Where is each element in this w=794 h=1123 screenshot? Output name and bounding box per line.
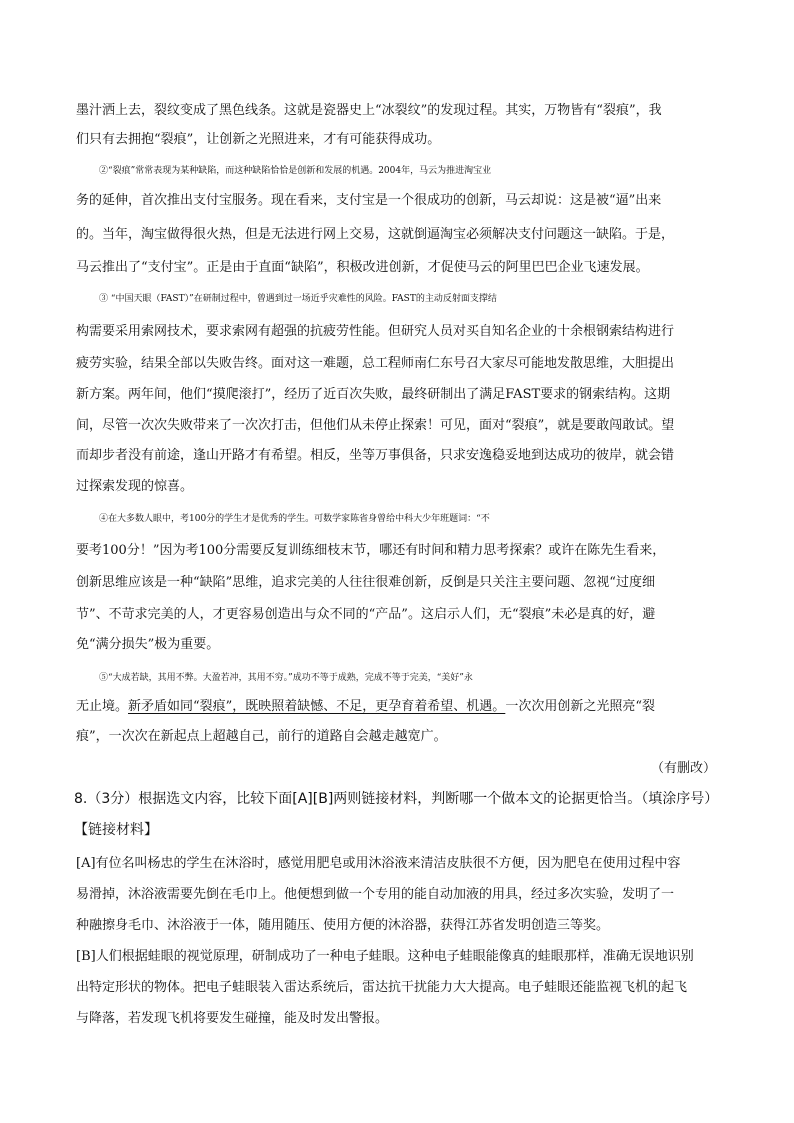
paragraph-1-line-2: 们只有去拥抱“裂痕”，让创新之光照进来，才有可能获得成功。: [76, 132, 441, 147]
paragraph-5-line-3: 痕”，一次次在新起点上超越自己，前行的道路自会越走越宽广。: [76, 729, 447, 744]
paragraph-5-line-2-head: 无止境。: [76, 699, 129, 714]
paragraph-5-line-1: ⑤“大成若缺，其用不弊。大盈若冲，其用不穷。”成功不等于成熟，完成不等于完美，“美好”永: [99, 673, 473, 683]
material-a-line-3: 种融擦身毛巾、沐浴液于一体，随用随压、使用方便的沐浴器，获得江苏省发明创造三等奖。: [76, 918, 610, 933]
paragraph-2-line-1: ②“裂痕”常常表现为某种缺陷，而这种缺陷恰恰是创新和发展的机遇。2004年，马云为推进淘宝业: [99, 166, 492, 176]
paragraph-3-line-1: ③ “中国天眼（FAST）”在研制过程中，曾遇到过一场近乎灾难性的风险。FAST的主动反射面支撑结: [99, 294, 497, 304]
material-b-line-1: [B]人们根据蛙眼的视觉原理，研制成功了一种电子蛙眼。这种电子蛙眼能像真的蛙眼那样，准确无误地识别: [76, 949, 694, 964]
paragraph-2-line-4: 马云推出了“支付宝”。正是由于直面“缺陷”，积极改进创新，才促使马云的阿里巴巴企业飞速发展。: [76, 260, 649, 275]
paragraph-3-line-4: 新方案。两年间，他们“摸爬滚打”，经历了近百次失败，最终研制出了满足FAST要求的钢索结构。这期: [76, 387, 671, 402]
source-note: （有删改）: [650, 761, 716, 776]
link-material-heading: 【链接材料】: [74, 822, 158, 838]
paragraph-2-line-2: 务的延伸，首次推出支付宝服务。现在看来，支付宝是一个很成功的创新，马云却说：这是被“逼”出来: [76, 193, 662, 208]
paragraph-4-line-1: ④在大多数人眼中，考100分的学生才是优秀的学生。可数学家陈省身曾给中科大少年班题词：“不: [99, 514, 490, 524]
paragraph-1-line-1: 墨汁洒上去，裂纹变成了黑色线条。这就是瓷器史上“冰裂纹”的发现过程。其实，万物皆有“裂痕”，我: [76, 103, 662, 118]
paragraph-3-line-6: 而却步者没有前途，逢山开路才有希望。相反，坐等万事俱备，只求安逸稳妥地到达成功的彼岸，就会错: [76, 448, 675, 463]
paragraph-3-line-5: 间，尽管一次次失败带来了一次次打击，但他们从未停止探索！可见，面对“裂痕”，就是要敢闯敢试。望: [76, 418, 675, 433]
material-b-line-3: 与降落，若发现飞机将要发生碰撞，能及时发出警报。: [76, 1011, 389, 1026]
paragraph-3-line-3: 疲劳实验，结果全部以失败告终。面对这一难题，总工程师南仁东号召大家尽可能地发散思维，大胆提出: [76, 356, 675, 371]
material-a-line-1: [A]有位名叫杨忠的学生在沐浴时，感觉用肥皂或用沐浴液来清洁皮肤很不方便，因为肥皂在使用过程中容: [76, 856, 681, 871]
paragraph-3-line-2: 构需要采用索网技术，要求索网有超强的抗疲劳性能。但研究人员对买自知名企业的十余根钢索结构进行: [76, 324, 675, 339]
question-stem: 8.（3分）根据选文内容，比较下面[A][B]两则链接材料，判断哪一个做本文的论据更恰当。（填涂序号）: [74, 791, 719, 807]
paragraph-5-line-2: [76, 692, 718, 721]
paragraph-4-line-5: 免“满分损失”极为重要。: [76, 637, 220, 652]
paragraph-4-line-4: 节”、不苛求完美的人，才更容易创造出与众不同的“产品”。这启示人们，无“裂痕”未必是真的好，避: [76, 607, 656, 622]
paragraph-4-line-2: 要考100分！”因为考100分需要反复训练细枝末节，哪还有时间和精力思考探索？或许在陈先生看来，: [76, 543, 666, 558]
paragraph-2-line-3: 的。当年，淘宝做得很火热，但是无法进行网上交易，这就倒逼淘宝必须解决支付问题这一缺陷。于是，: [76, 227, 675, 242]
paragraph-3-line-7: 过探索发现的惊喜。: [76, 479, 194, 494]
paragraph-5-line-2-tail: 一次次用创新之光照亮“裂: [505, 699, 655, 714]
material-b-line-2: 出特定形状的物体。把电子蛙眼装入雷达系统后，雷达抗干扰能力大大提高。电子蛙眼还能监视飞机的起飞: [76, 980, 688, 995]
underlined-sentence: 新矛盾如同“裂痕”，既映照着缺憾、不足，更孕育着希望、机遇。: [128, 699, 506, 714]
paragraph-4-line-3: 创新思维应该是一种“缺陷”思维，追求完美的人往往很难创新，反倒是只关注主要问题、忽视“过度细: [76, 575, 655, 590]
material-a-line-2: 易滑掉，沐浴液需要先倒在毛巾上。他便想到做一个专用的能自动加液的用具，经过多次实验，发明了一: [76, 887, 675, 902]
